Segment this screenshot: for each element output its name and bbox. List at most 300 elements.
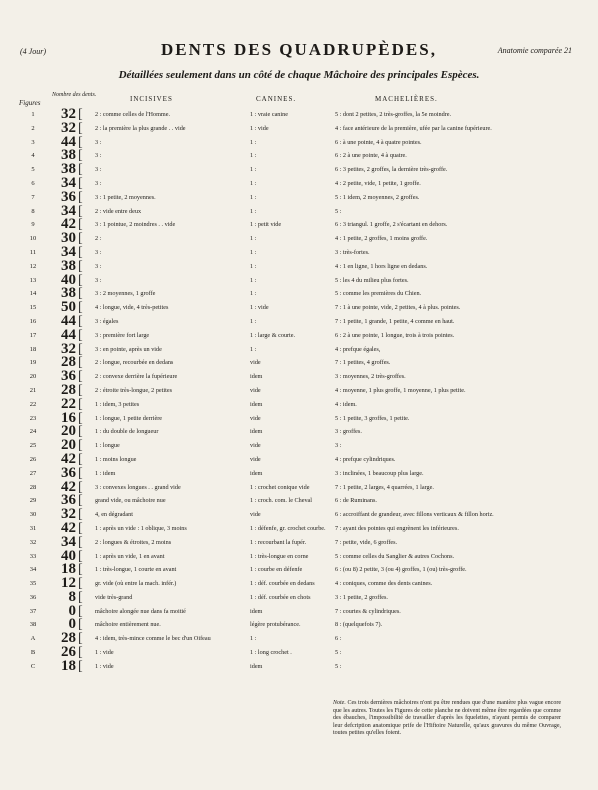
incisives-cell: 3 : égales xyxy=(95,317,119,325)
jaw-bracket: [ xyxy=(78,603,83,619)
incisives-cell: 3 : 1 pointue, 2 moindres . . vide xyxy=(95,221,176,229)
table-row xyxy=(18,243,588,261)
machelieres-cell: 6 : (ou 8) 2 petite, 3 (ou 4) groffes, 1 (ou) très-groffe. xyxy=(335,566,467,574)
figure-number: 3 xyxy=(31,138,35,146)
table-row xyxy=(18,161,588,178)
page-title: DENTS DES QUADRUPÈDES, xyxy=(161,40,437,59)
machelieres-cell: 7 : courtes & cylindriques. xyxy=(335,607,401,615)
section-label: Anatomie comparée 21 xyxy=(497,46,572,55)
machelieres-cell: 6 : accroiffant de grandeur, avec fillons verticaux & fillon horiz. xyxy=(335,511,494,519)
machelieres-cell: 7 : 1 petite, 2 larges, 4 quarrées, 1 large. xyxy=(335,483,434,491)
table-row xyxy=(18,312,588,330)
table-row xyxy=(18,478,588,496)
jaw-bracket: [ xyxy=(78,645,83,661)
table-row xyxy=(18,616,588,633)
incisives-cell: 1 : très-longue, 1 courte en avant xyxy=(95,566,177,574)
canines-cell: 1 : crochet conique vide xyxy=(250,483,310,491)
table-row xyxy=(18,230,588,247)
incisives-column-header: INCISIVES xyxy=(130,95,173,103)
incisives-cell: 3 : première fort large xyxy=(95,331,150,339)
figure-number: 4 xyxy=(31,152,35,160)
table-row xyxy=(18,202,588,220)
teeth-count: 38 xyxy=(61,257,76,274)
incisives-cell: 1 : longue xyxy=(95,442,120,450)
canines-cell: 1 : courbe en défenfe xyxy=(250,566,303,574)
table-row xyxy=(18,119,588,137)
incisives-cell: 2 : comme celles de l'Homme. xyxy=(95,111,170,118)
jaw-bracket: [ xyxy=(78,382,83,398)
incisives-cell: grand vide, ou mâchoire nue xyxy=(95,497,166,505)
incisives-cell: 1 : longue, 1 petite derrière xyxy=(95,414,163,422)
jaw-bracket: [ xyxy=(78,203,83,219)
canines-cell: 1 : xyxy=(250,290,257,298)
figure-number: 16 xyxy=(29,317,37,325)
jaw-bracket: [ xyxy=(78,451,83,467)
figure-number: 25 xyxy=(29,442,37,450)
figure-number: 17 xyxy=(29,331,37,339)
machelieres-cell: 6 : à une pointe, 4 à quatre pointes. xyxy=(335,138,422,146)
table-row xyxy=(18,299,588,316)
jaw-bracket: [ xyxy=(78,617,83,633)
figure-number: 37 xyxy=(29,607,37,615)
incisives-cell: 2 : vide entre deux xyxy=(95,207,142,215)
machelieres-cell: 4 : coniques, comme des dents canines. xyxy=(335,580,433,588)
figure-number: 1 xyxy=(31,111,35,118)
teeth-count: 42 xyxy=(61,478,76,495)
teeth-count: 36 xyxy=(61,188,76,205)
jaw-bracket: [ xyxy=(78,286,83,302)
incisives-cell: 2 : convexe derrière la fupérieure xyxy=(95,373,178,381)
table-row xyxy=(18,547,588,565)
incisives-cell: 1 : après un vide, 1 en avant xyxy=(95,552,165,560)
incisives-cell: 3 : xyxy=(95,262,102,270)
machelieres-cell: 6 : 3 petites, 2 groffes, la dernière très-groffe. xyxy=(335,166,448,174)
canines-cell: 1 : croch. com. le Cheval xyxy=(250,497,313,505)
teeth-count: 8 xyxy=(68,588,76,605)
teeth-count: 16 xyxy=(61,409,76,426)
table-row xyxy=(18,437,588,454)
machelieres-cell: 4 : face antérieure de la première, ufée par la canine fupérieure. xyxy=(335,124,492,132)
table-row xyxy=(18,340,588,358)
machelieres-cell: 4 : idem. xyxy=(335,400,357,408)
jaw-bracket: [ xyxy=(78,589,83,605)
figure-number: 10 xyxy=(29,235,37,243)
figure-number: 35 xyxy=(29,580,37,588)
table-row xyxy=(18,147,588,164)
teeth-count: 30 xyxy=(61,230,76,247)
incisives-cell: 1 : après un vide : 1 oblique, 3 moins xyxy=(95,524,187,532)
table-row xyxy=(18,492,588,509)
jaw-bracket: [ xyxy=(78,424,83,440)
incisives-cell: 2 : longue, recourbée en dedans xyxy=(95,359,174,367)
machelieres-cell: 3 : groffes. xyxy=(335,428,362,436)
canines-cell: 1 : xyxy=(250,207,257,215)
jaw-bracket: [ xyxy=(78,175,83,191)
machelieres-cell: 5 : xyxy=(335,662,342,670)
machelieres-cell: 6 : xyxy=(335,635,342,643)
figure-number: 20 xyxy=(29,373,37,381)
incisives-cell: 3 : xyxy=(95,179,102,187)
machelieres-cell: 3 : 1 petite, 2 groffes. xyxy=(335,593,388,601)
table-row xyxy=(18,395,588,413)
incisives-cell: 4 : longue, vide, 4 très-petites xyxy=(95,304,169,312)
figure-number: 19 xyxy=(29,359,37,367)
canines-column-header: CANINES. xyxy=(256,95,297,103)
canines-cell: vide xyxy=(250,442,261,450)
machelieres-cell: 3 : xyxy=(335,442,342,450)
table-row xyxy=(18,271,588,289)
teeth-count: 44 xyxy=(61,326,76,343)
page-label: (4 Jour) xyxy=(20,47,46,56)
footnote xyxy=(333,700,561,738)
teeth-count: 34 xyxy=(61,202,76,219)
table-row xyxy=(18,409,588,427)
canines-cell: 1 : xyxy=(250,317,257,325)
jaw-bracket: [ xyxy=(78,576,83,592)
figures-column-header: Figures xyxy=(19,99,41,107)
incisives-cell: 1 : vide xyxy=(95,662,114,670)
table-row xyxy=(18,630,588,647)
table-row xyxy=(18,561,588,578)
table-row xyxy=(18,285,588,302)
canines-cell: idem xyxy=(250,469,263,477)
table-row xyxy=(18,588,588,606)
incisives-cell: mâchoire alongée nue dans fa moitié xyxy=(95,607,186,615)
table-row xyxy=(18,354,588,371)
incisives-cell: 3 : xyxy=(95,276,102,284)
jaw-bracket: [ xyxy=(78,631,83,647)
machelieres-cell: 5 : 1 idem, 2 moyennes, 2 groffes. xyxy=(335,193,420,201)
teeth-count: 42 xyxy=(61,216,76,233)
jaw-bracket: [ xyxy=(78,410,83,426)
jaw-bracket: [ xyxy=(78,369,83,385)
table-row xyxy=(18,533,588,551)
machelieres-cell: 6 : 3 triangul. 1 groffe, 2 s'écartant en dehors. xyxy=(335,221,448,229)
figure-number: 33 xyxy=(29,552,37,560)
incisives-cell: 3 : xyxy=(95,138,102,146)
teeth-count: 36 xyxy=(61,492,76,509)
jaw-bracket: [ xyxy=(78,244,83,260)
teeth-count: 28 xyxy=(61,354,76,371)
teeth-count: 38 xyxy=(61,147,76,164)
jaw-bracket: [ xyxy=(78,562,83,578)
canines-cell: vide xyxy=(250,386,261,394)
machelieres-cell: 7 : 1 à une pointe, vide, 2 petites, 4 à plus. pointes. xyxy=(335,304,461,312)
jaw-bracket: [ xyxy=(78,520,83,536)
incisives-cell: 3 : 1 petite, 2 moyennes. xyxy=(95,193,156,201)
figure-number: 12 xyxy=(29,262,37,270)
incisives-cell: 3 : en pointe, après un vide xyxy=(95,345,162,353)
figure-number: 14 xyxy=(29,290,37,298)
canines-cell: 1 : long crochet . xyxy=(250,649,292,657)
table-row xyxy=(18,326,588,344)
canines-cell: idem xyxy=(250,662,263,670)
figure-number: 9 xyxy=(31,221,35,229)
incisives-cell: 3 : convexes longues . . grand vide xyxy=(95,483,181,491)
jaw-bracket: [ xyxy=(78,107,83,122)
jaw-bracket: [ xyxy=(78,148,83,164)
machelieres-cell: 6 : de Ruminans. xyxy=(335,497,377,505)
jaw-bracket: [ xyxy=(78,327,83,343)
footnote-text: Ces trois dernières mâchoires n'ont pu être rendues que d'une manière plus vague encore que les autres. Toutes les Figures de cette planche ne doivent même être regardées que comme des ébauches, l'impossibilité de travailler d'après les fquelettes, n'ayant permis de comparer leur defcription anatomique prife de l'Hiftoire Naturelle, qu'aux gravures du même Ouvrage, toutes petites qu'elles foient. xyxy=(333,700,561,736)
table-row xyxy=(18,106,588,123)
canines-cell: 1 : vide xyxy=(250,304,269,312)
figure-number: 23 xyxy=(29,414,37,422)
teeth-count: 26 xyxy=(61,644,76,661)
canines-cell: 1 : xyxy=(250,635,257,643)
teeth-count: 50 xyxy=(61,299,76,316)
table-row xyxy=(18,188,588,206)
canines-cell: 1 : vraie canine xyxy=(250,111,288,118)
table-row xyxy=(18,644,588,661)
table-row xyxy=(18,657,588,675)
table-row xyxy=(18,575,588,592)
jaw-bracket: [ xyxy=(78,120,83,136)
figure-number: 28 xyxy=(29,483,37,491)
incisives-cell: 2 : xyxy=(95,235,102,243)
teeth-count: 40 xyxy=(61,547,76,564)
jaw-bracket: [ xyxy=(78,355,83,371)
jaw-bracket: [ xyxy=(78,534,83,550)
figure-number: 38 xyxy=(29,621,37,629)
figure-number: 34 xyxy=(29,566,37,574)
teeth-count: 32 xyxy=(61,119,76,136)
canines-cell: 1 : recourbant la fupér. xyxy=(250,538,307,546)
canines-cell: 1 : xyxy=(250,193,257,201)
incisives-cell: 3 : 2 moyennes, 1 groffe xyxy=(95,290,156,298)
figure-number: 8 xyxy=(31,207,35,215)
machelieres-cell: 6 : 2 à une pointe, 4 à quatre. xyxy=(335,152,407,160)
teeth-count: 40 xyxy=(61,271,76,288)
machelieres-cell: 4 : 1 petite, 2 groffes, 1 moins groffe. xyxy=(335,235,428,243)
canines-cell: légère protubérance. xyxy=(250,621,301,629)
figure-number: B xyxy=(30,649,36,657)
incisives-cell: vide très-grand xyxy=(95,593,133,601)
jaw-bracket: [ xyxy=(78,134,83,150)
canines-cell: 1 : défenfe, gr. crochet courbe. xyxy=(250,524,326,532)
machelieres-cell: 5 : comme celles du Sanglier & autres Cochons. xyxy=(335,552,455,560)
figure-number: 32 xyxy=(29,538,37,546)
teeth-count: 12 xyxy=(61,575,76,592)
machelieres-cell: 3 : moyennes, 2 très-groffes. xyxy=(335,373,406,381)
teeth-count: 18 xyxy=(61,657,76,674)
teeth-count: 22 xyxy=(61,395,76,412)
canines-cell: 1 : petit vide xyxy=(250,221,282,229)
teeth-count: 20 xyxy=(61,437,76,454)
machelieres-cell: 5 : comme les premières du Chien. xyxy=(335,290,422,298)
teeth-count: 0 xyxy=(68,616,76,633)
teeth-count: 28 xyxy=(61,381,76,398)
table-row xyxy=(18,216,588,233)
teeth-count: 34 xyxy=(61,174,76,191)
canines-cell: 1 : xyxy=(250,276,257,284)
machelieres-cell: 3 : très-fortes. xyxy=(335,248,370,256)
machelieres-cell: 5 : xyxy=(335,207,342,215)
machelieres-cell: 5 : xyxy=(335,649,342,657)
teeth-count: 44 xyxy=(61,312,76,329)
figure-number: 13 xyxy=(29,276,37,284)
jaw-bracket: [ xyxy=(78,258,83,274)
table-row xyxy=(18,368,588,385)
table-row xyxy=(18,174,588,192)
incisives-cell: 3 : xyxy=(95,166,102,174)
canines-cell: 1 : vide xyxy=(250,124,269,132)
jaw-bracket: [ xyxy=(78,217,83,233)
machelieres-cell: 7 : petite, vide, 6 groffes. xyxy=(335,538,398,546)
canines-cell: idem xyxy=(250,607,263,615)
jaw-bracket: [ xyxy=(78,493,83,509)
incisives-cell: 3 : xyxy=(95,248,102,256)
teeth-count: 34 xyxy=(61,243,76,260)
figure-number: A xyxy=(30,635,36,643)
teeth-count: 32 xyxy=(61,106,76,122)
figure-number: 6 xyxy=(31,179,35,187)
incisives-cell: gr. vide (où entre la mach. infér.) xyxy=(95,580,177,588)
canines-cell: 1 : xyxy=(250,262,257,270)
machelieres-cell: 5 : les 4 du milieu plus fortes. xyxy=(335,276,409,284)
incisives-cell: 2 : longues & étroites, 2 moins xyxy=(95,538,172,546)
canines-cell: 1 : déf. courbée en chots xyxy=(250,593,311,601)
teeth-count: 34 xyxy=(61,533,76,550)
figure-number: 31 xyxy=(29,524,37,532)
table-row xyxy=(18,423,588,440)
canines-cell: vide xyxy=(250,511,261,519)
incisives-cell: 1 : idem xyxy=(95,469,116,477)
jaw-bracket: [ xyxy=(78,479,83,495)
jaw-bracket: [ xyxy=(78,313,83,329)
teeth-count: 32 xyxy=(61,340,76,357)
jaw-bracket: [ xyxy=(78,300,83,316)
figure-number: 15 xyxy=(29,304,37,312)
teeth-count: 32 xyxy=(61,506,76,523)
teeth-count: 36 xyxy=(61,368,76,385)
incisives-cell: 1 : moins longue xyxy=(95,455,137,463)
teeth-count: 36 xyxy=(61,464,76,481)
teeth-count: 42 xyxy=(61,450,76,467)
incisives-cell: 3 : xyxy=(95,152,102,160)
figure-number: 7 xyxy=(31,193,35,201)
incisives-cell: 1 : vide xyxy=(95,649,114,657)
figure-number: 2 xyxy=(31,124,35,132)
table-row xyxy=(18,257,588,275)
machelieres-cell: 7 : 1 petite, 1 grande, 1 petite, 4 comme en haut. xyxy=(335,317,455,325)
canines-cell: 1 : très-longue en corne xyxy=(250,552,309,560)
figure-number: 27 xyxy=(29,469,37,477)
canines-cell: 1 : xyxy=(250,345,257,353)
footnote-label: Note. xyxy=(333,700,346,706)
canines-cell: 1 : xyxy=(250,152,257,160)
canines-cell: idem xyxy=(250,428,263,436)
incisives-cell: 2 : étroite très-longue, 2 petites xyxy=(95,386,172,394)
figure-number: 26 xyxy=(29,455,37,463)
canines-cell: vide xyxy=(250,455,261,463)
jaw-bracket: [ xyxy=(78,507,83,523)
jaw-bracket: [ xyxy=(78,548,83,564)
table-row xyxy=(18,133,588,151)
teeth-count: 38 xyxy=(61,161,76,178)
figure-number: 18 xyxy=(29,345,37,353)
figure-number: 29 xyxy=(29,497,37,505)
machelieres-cell: 3 : inclinées, 1 beaucoup plus large. xyxy=(335,469,424,477)
jaw-bracket: [ xyxy=(78,465,83,481)
incisives-cell: 4 : idem, très-mince comme le bec d'un Oifeau xyxy=(95,635,211,643)
table-row xyxy=(18,519,588,537)
figure-number: 11 xyxy=(29,248,37,256)
figure-number: 36 xyxy=(29,593,37,601)
canines-cell: vide xyxy=(250,359,261,367)
jaw-bracket: [ xyxy=(78,231,83,247)
figure-number: 22 xyxy=(29,400,37,408)
table-row xyxy=(18,506,588,523)
machelieres-column-header: MACHELIÈRES. xyxy=(375,95,438,103)
machelieres-cell: 6 : 2 à une pointe, 1 longue, trois à trois pointes. xyxy=(335,331,455,339)
canines-cell: 1 : xyxy=(250,166,257,174)
teeth-count: 44 xyxy=(61,133,76,150)
incisives-cell: mâchoire entièrement nue. xyxy=(95,621,161,629)
machelieres-cell: 4 : moyenne, 1 plus groffe, 1 moyenne, 1 plus petite. xyxy=(335,386,466,394)
jaw-bracket: [ xyxy=(78,658,83,674)
jaw-bracket: [ xyxy=(78,272,83,288)
machelieres-cell: 4 : 1 en ligne, 1 hors ligne en dedans. xyxy=(335,262,428,270)
figure-number: 24 xyxy=(29,428,37,436)
teeth-count: 20 xyxy=(61,423,76,440)
jaw-bracket: [ xyxy=(78,162,83,178)
canines-cell: vide xyxy=(250,414,261,422)
machelieres-cell: 4 : 2 petite, vide, 1 petite, 1 groffe. xyxy=(335,179,421,187)
machelieres-cell: 8 : (quelquefois 7). xyxy=(335,621,383,629)
table-row xyxy=(18,381,588,399)
canines-cell: 1 : xyxy=(250,235,257,243)
teeth-table xyxy=(18,106,588,675)
incisives-cell: 2 : la première la plus grande . . vide xyxy=(95,124,186,132)
jaw-bracket: [ xyxy=(78,396,83,412)
figure-number: C xyxy=(30,662,36,670)
machelieres-cell: 7 : 1 petites, 4 groffes. xyxy=(335,359,391,367)
canines-cell: idem xyxy=(250,373,263,381)
teeth-count: 38 xyxy=(61,285,76,302)
machelieres-cell: 7 : ayant des pointes qui engrènent les inférieures. xyxy=(335,524,459,532)
table-row xyxy=(18,450,588,468)
canines-cell: idem xyxy=(250,400,263,408)
figure-number: 5 xyxy=(31,166,35,174)
table-row xyxy=(18,602,588,620)
machelieres-cell: 5 : dont 2 petites, 2 très-groffes, la 5e moindre. xyxy=(335,111,452,118)
nombre-column-header: Nombre des dents. xyxy=(52,92,97,98)
machelieres-cell: 4 : prefque égales, xyxy=(335,345,381,353)
teeth-count: 28 xyxy=(61,630,76,647)
canines-cell: 1 : xyxy=(250,248,257,256)
jaw-bracket: [ xyxy=(78,341,83,357)
jaw-bracket: [ xyxy=(78,438,83,454)
machelieres-cell: 5 : 1 petite, 3 groffes, 1 petite. xyxy=(335,414,410,422)
page-subtitle: Détaillées seulement dans un côté de chaque Mâchoire des principales Espèces. xyxy=(118,69,480,81)
incisives-cell: 4, en dégradant xyxy=(95,511,133,519)
jaw-bracket: [ xyxy=(78,189,83,205)
teeth-count: 42 xyxy=(61,519,76,536)
figure-number: 21 xyxy=(29,386,37,394)
canines-cell: 1 : xyxy=(250,138,257,146)
teeth-count: 0 xyxy=(68,602,76,619)
canines-cell: 1 : large & courte. xyxy=(250,331,296,339)
table-row xyxy=(18,464,588,482)
incisives-cell: 1 : du double de longueur xyxy=(95,428,159,436)
incisives-cell: 1 : idem, 3 petites xyxy=(95,400,140,408)
machelieres-cell: 4 : prefque cylindriques. xyxy=(335,455,396,463)
canines-cell: 1 : xyxy=(250,179,257,187)
canines-cell: 1 : déf. courbée en dedans xyxy=(250,580,315,588)
figure-number: 30 xyxy=(29,511,37,519)
teeth-count: 18 xyxy=(61,561,76,578)
